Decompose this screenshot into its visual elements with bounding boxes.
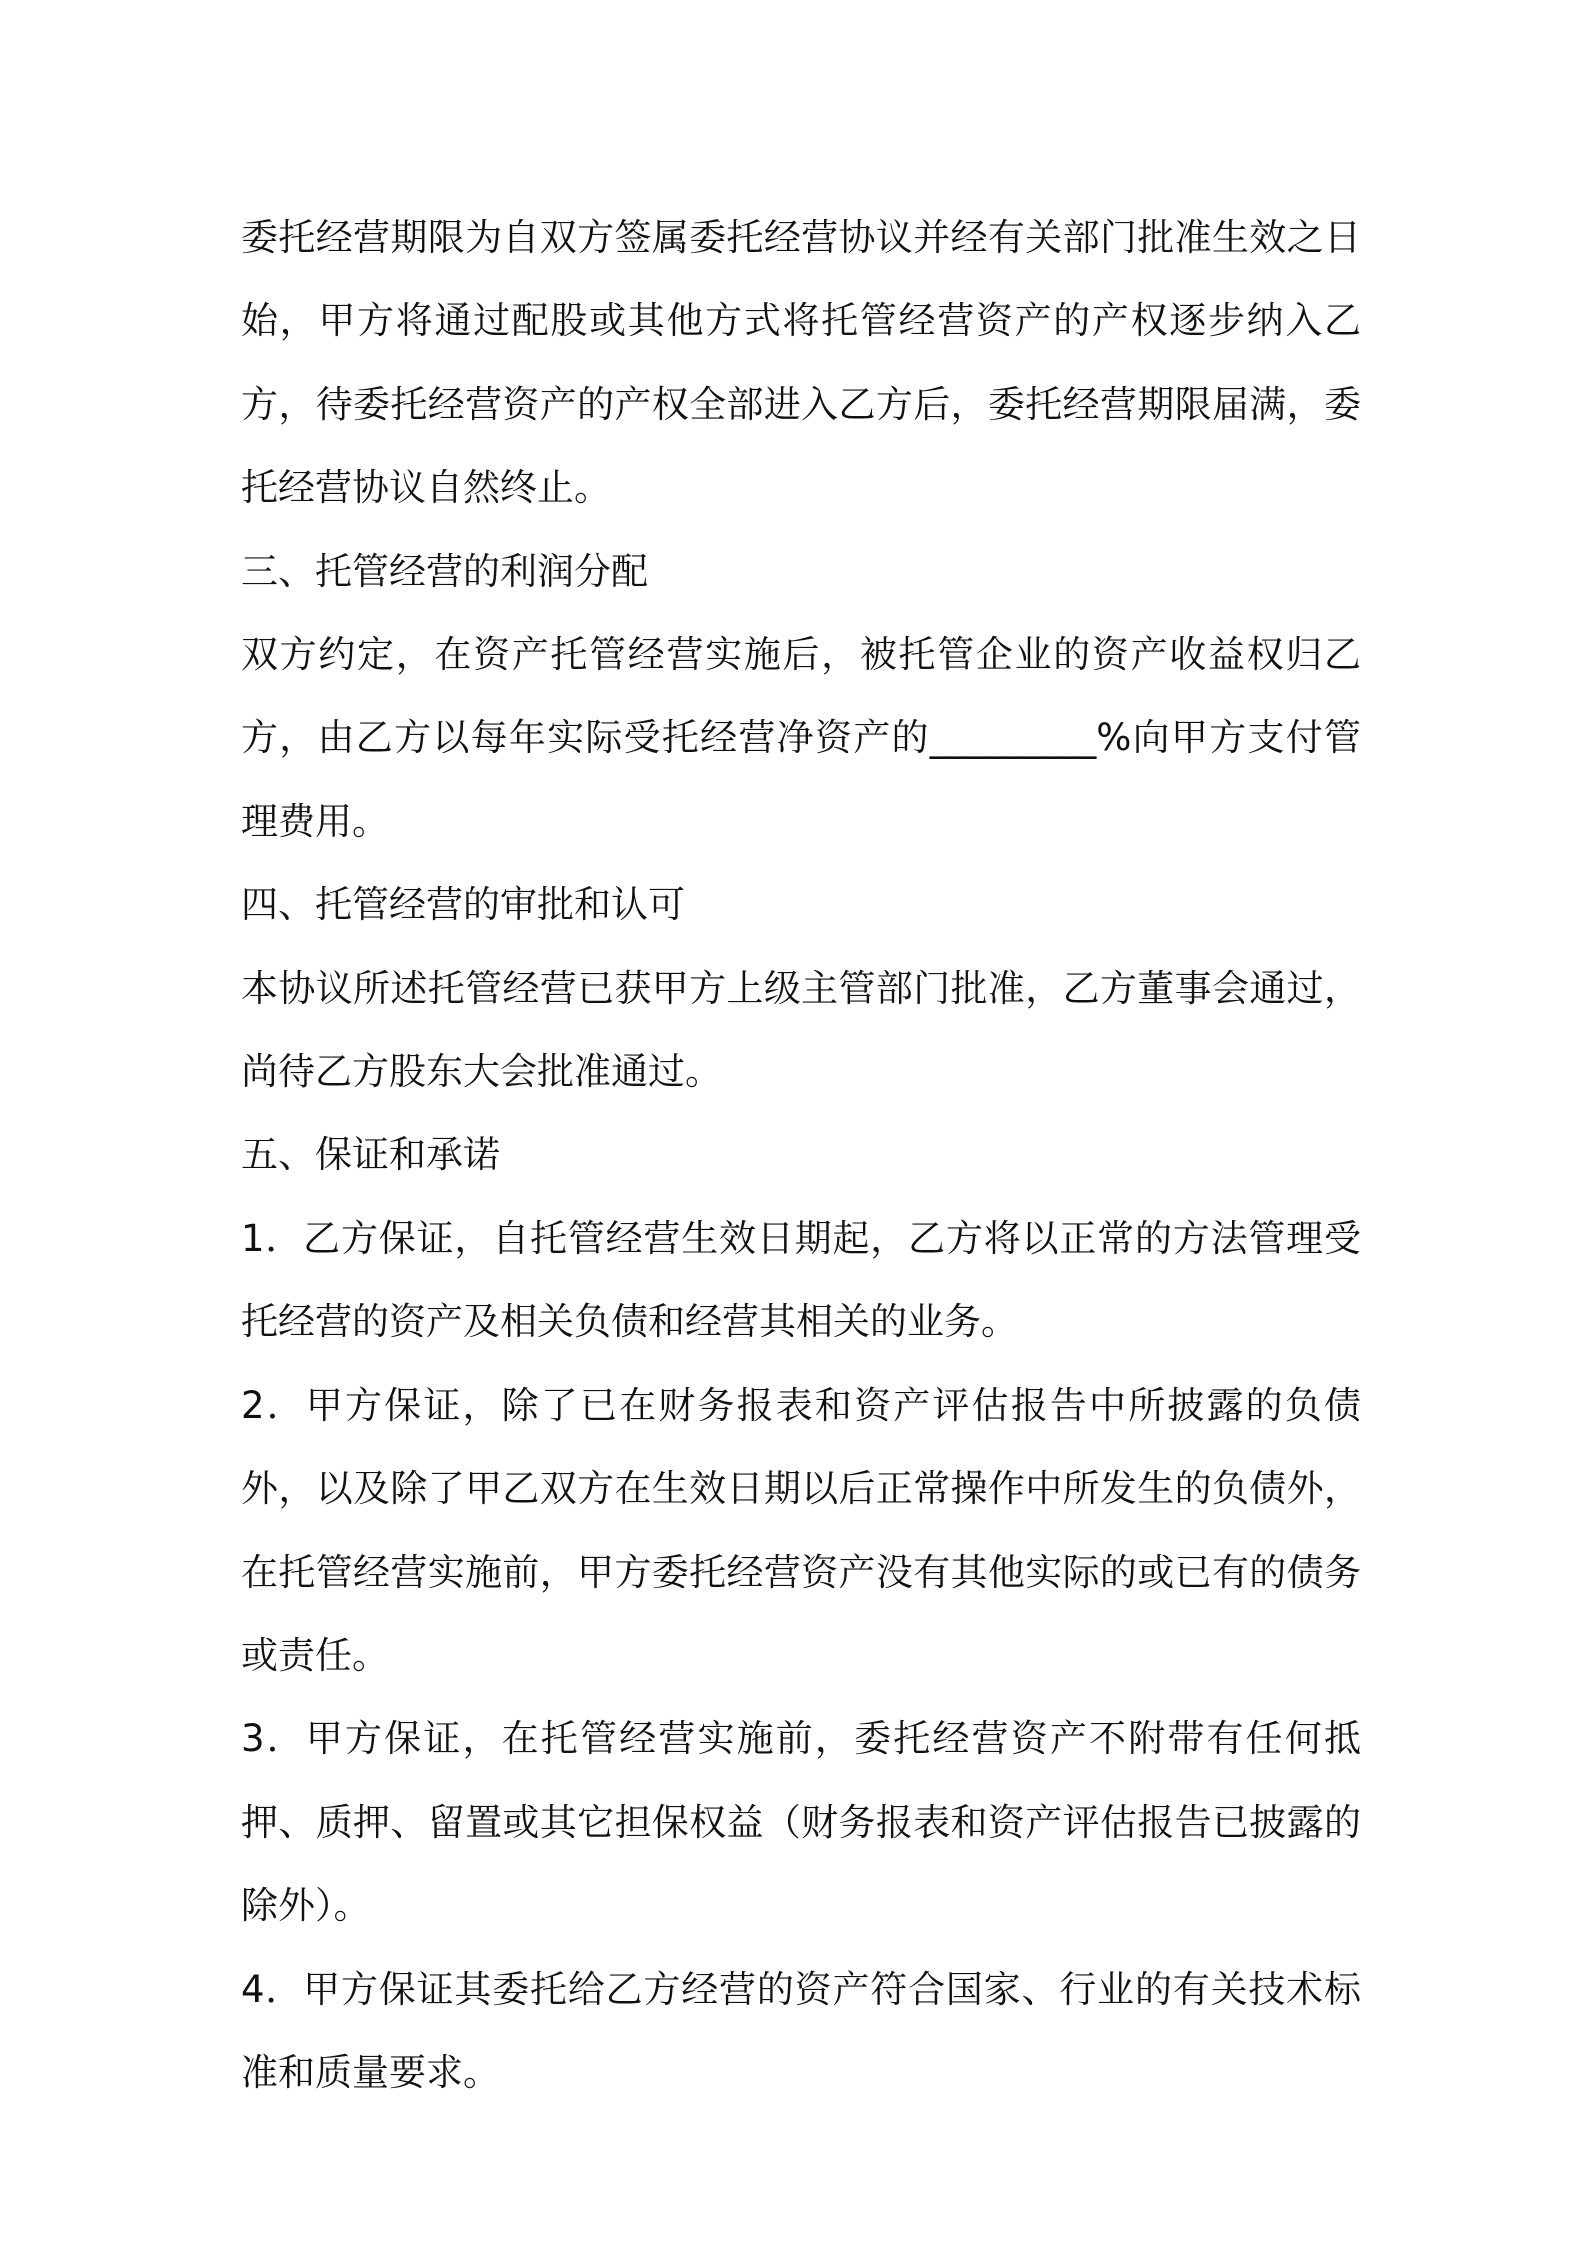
clause-4: 4．甲方保证其委托给乙方经营的资产符合国家、行业的有关技术标准和质量要求。 [241,1967,1361,2094]
section-heading-profit-distribution: 三、托管经营的利润分配 [241,549,648,593]
section-heading-approval: 四、托管经营的审批和认可 [241,883,685,927]
clause-2: 2．甲方保证，除了已在财务报表和资产评估报告中所披露的负债外，以及除了甲乙双方在生效日期以后正常操作中所发生的负债外，在托管经营实施前，甲方委托经营资产没有其他实际的或已有的债务或责任。 [241,1383,1361,1677]
paragraph-term-of-entrustment: 委托经营期限为自双方签属委托经营协议并经有关部门批准生效之日始，甲方将通过配股或其他方式将托管经营资产的产权逐步纳入乙方，待委托经营资产的产权全部进入乙方后，委托经营期限届满，委托经营协议自然终止。 [241,216,1361,510]
paragraph-profit-distribution: 双方约定，在资产托管经营实施后，被托管企业的资产收益权归乙方，由乙方以每年实际受托经营净资产的_________%向甲方支付管理费用。 [241,633,1361,843]
paragraph-approval: 本协议所述托管经营已获甲方上级主管部门批准，乙方董事会通过，尚待乙方股东大会批准通过。 [241,966,1361,1094]
clause-3: 3．甲方保证，在托管经营实施前，委托经营资产不附带有任何抵押、质押、留置或其它担保权益（财务报表和资产评估报告已披露的除外）。 [241,1717,1361,1928]
document-body [241,196,1361,2114]
section-heading-guarantees: 五、保证和承诺 [241,1133,500,1177]
clause-1: 1．乙方保证，自托管经营生效日期起，乙方将以正常的方法管理受托经营的资产及相关负债和经营其相关的业务。 [241,1216,1361,1344]
